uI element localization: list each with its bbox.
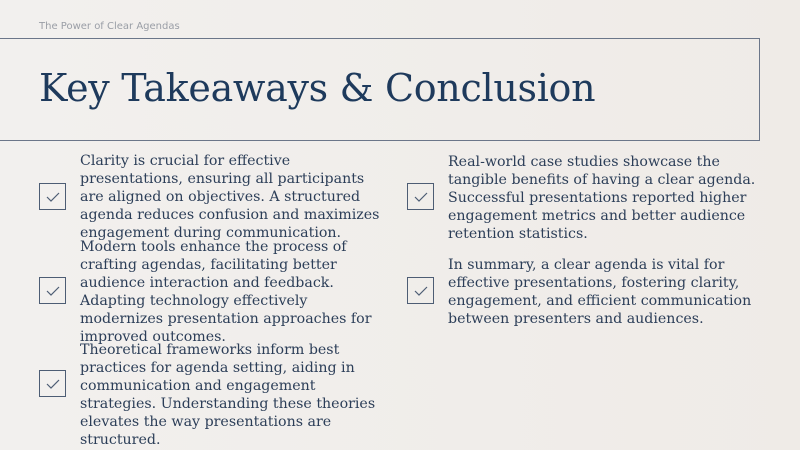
checkmark-box-icon [39, 183, 66, 210]
takeaway-text: Theoretical frameworks inform best practices for agenda setting, aiding in communication and engagement strategies. Understanding these theories elevates the way presentations are structured. [80, 342, 376, 448]
checkmark-box-icon [39, 277, 66, 304]
takeaway-text: Real-world case studies showcase the tangible benefits of having a clear agenda. Successful presentations reported higher engagement metrics and better audience retention statistics. [448, 154, 756, 242]
takeaway-text: Clarity is crucial for effective presentations, ensuring all participants are aligned on objectives. A structured agenda reduces confusion and maximizes engagement during communication. [80, 153, 380, 241]
checkmark-box-icon [407, 277, 434, 304]
takeaway-text: In summary, a clear agenda is vital for effective presentations, fostering clarity, engagement, and efficient communication between presenters and audiences. [448, 257, 752, 327]
checkmark-box-icon [39, 370, 66, 397]
slide-subtitle: The Power of Clear Agendas [39, 21, 180, 32]
checkmark-box-icon [407, 183, 434, 210]
takeaway-text: Modern tools enhance the process of crafting agendas, facilitating better audience interaction and feedback. Adapting technology effectively modernizes presentation approaches for improved outcomes. [80, 239, 372, 345]
slide-title: Key Takeaways & Conclusion [39, 66, 596, 110]
